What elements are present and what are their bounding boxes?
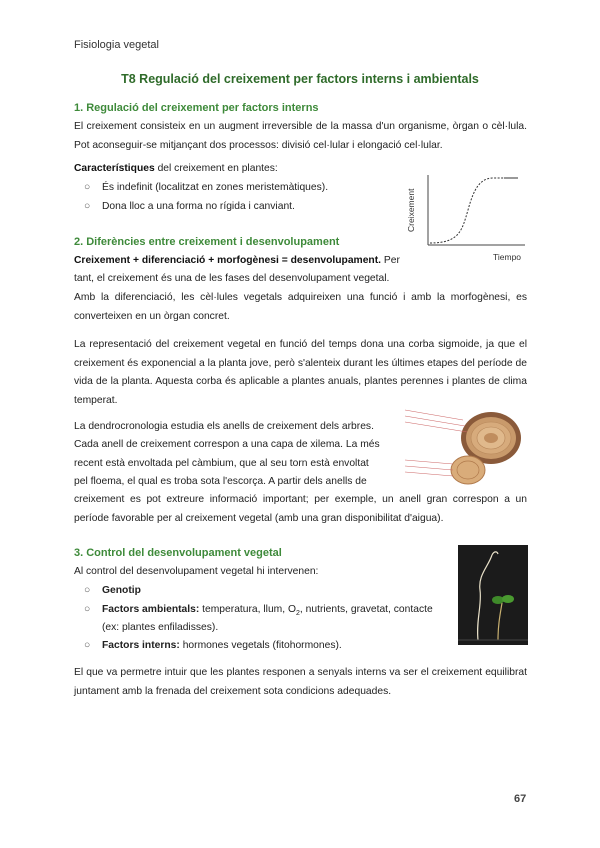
leaf — [502, 595, 514, 603]
s3-bullet-3 — [84, 637, 342, 656]
label-line — [405, 422, 467, 432]
equation-continuation: tant, el creixement és una de les fases del desenvolupament vegetal. — [74, 273, 390, 284]
page-number: 67 — [514, 793, 527, 805]
label-line — [405, 416, 465, 426]
label-line — [405, 466, 453, 470]
photo-background — [458, 545, 528, 645]
label-line — [405, 410, 463, 420]
bullet-circle-icon: ○ — [84, 182, 91, 193]
equation-line — [74, 252, 414, 271]
bullet-circle-icon: ○ — [84, 585, 91, 596]
sigmoid-curve — [430, 178, 518, 243]
o2-subscript: 2 — [296, 610, 300, 618]
characteristics-rest: del creixement en plantes: — [154, 163, 278, 174]
dendro-line-4: pel floema, el qual es troba sota l'escorça. A partir dels anells de — [74, 476, 367, 487]
s2-paragraph-2: Amb la diferenciació, les cèl·lules vegetals adquireixen una funció i amb la morfogènesi, es converteixen en un òrgan concret. — [74, 292, 527, 322]
s3-final-paragraph: El que va permetre intuir que les plantes responen a senyals interns va ser el creixement equilibrat juntament amb la frenada del creixement sota condicions adequades. — [74, 667, 527, 697]
bullet-2-text: Dona lloc a una forma no rígida i canviant. — [102, 201, 295, 212]
bullet-circle-icon: ○ — [84, 604, 91, 615]
dendro-line-1: La dendrocronologia estudia els anells de creixement dels arbres. — [74, 421, 374, 432]
seedling-photo — [458, 545, 528, 645]
bullet-2 — [84, 198, 295, 217]
s3-intro: Al control del desenvolupament vegetal hi intervenen: — [74, 566, 319, 577]
s3-bullet-2-bold: Factors ambientals: — [102, 604, 200, 615]
x-axis-label: Tiempo — [493, 252, 522, 262]
page-title: T8 Regulació del creixement per factors interns i ambientals — [121, 72, 479, 86]
s3-bullet-2-text-b: , nutrients, gravetat, contacte — [299, 604, 433, 615]
tree-rings-illustration — [403, 402, 528, 492]
s3-bullet-1 — [84, 582, 141, 601]
s3-bullet-2-continuation: (ex: plantes enfiladisses). — [102, 622, 219, 633]
y-axis-label: Creixement — [406, 188, 416, 232]
s3-bullet-3-text: hormones vegetals (fitohormones). — [179, 640, 342, 651]
bullet-circle-icon: ○ — [84, 640, 91, 651]
section-3-heading: 3. Control del desenvolupament vegetal — [74, 547, 282, 559]
dendro-rest: creixement es pot extreure informació important; per exemple, un anell gran correspon a un període favorable per al creixement vegetal (amb una gran disponibilitat d'aigua). — [74, 494, 527, 524]
s3-bullet-3-bold: Factors interns: — [102, 640, 180, 651]
label-line — [405, 460, 453, 464]
characteristics-bold: Característiques — [74, 163, 155, 174]
sigmoid-growth-figure — [400, 170, 530, 265]
s1-paragraph: El creixement consisteix en un augment irreversible de la massa d'un organisme, òrgan o cèl·lula. Pot aconseguir-se mitjançant dos processos: divisió cel·lular i elongació cel·lular. — [74, 121, 527, 151]
s2-paragraph-3: La representació del creixement vegetal en funció del temps dona una corba sigmoide, ja que el creixement és exponencial a la planta jove, però s'alenteix durant les últimes etapes del període de vida de la planta. Aquesta corba és aplicable a plantes anuals, plantes perennes i plantes de clima temperat. — [74, 339, 527, 406]
section-2-heading: 2. Diferències entre creixement i desenvolupament — [74, 236, 340, 248]
bullet-1-text: És indefinit (localitzat en zones meristemàtiques). — [102, 182, 329, 193]
s3-bullet-2-text-a: temperatura, llum, O — [199, 604, 296, 615]
equation-rest: Per — [381, 255, 400, 266]
small-trunk-section — [451, 456, 485, 484]
dendro-line-3: recent està envoltada pel càmbium, que al seu torn està envoltat — [74, 458, 369, 469]
running-header: Fisiologia vegetal — [74, 39, 159, 51]
bullet-circle-icon: ○ — [84, 201, 91, 212]
bullet-1 — [84, 179, 328, 198]
s3-bullet-1-text: Genotip — [102, 585, 141, 596]
ring-core — [484, 433, 498, 443]
equation-bold: Creixement + diferenciació + morfogènesi = desenvolupament. — [74, 255, 382, 266]
label-line — [405, 472, 453, 476]
dendro-line-2: Cada anell de creixement correspon a una capa de xilema. La més — [74, 439, 380, 450]
section-1-heading: 1. Regulació del creixement per factors interns — [74, 102, 319, 114]
